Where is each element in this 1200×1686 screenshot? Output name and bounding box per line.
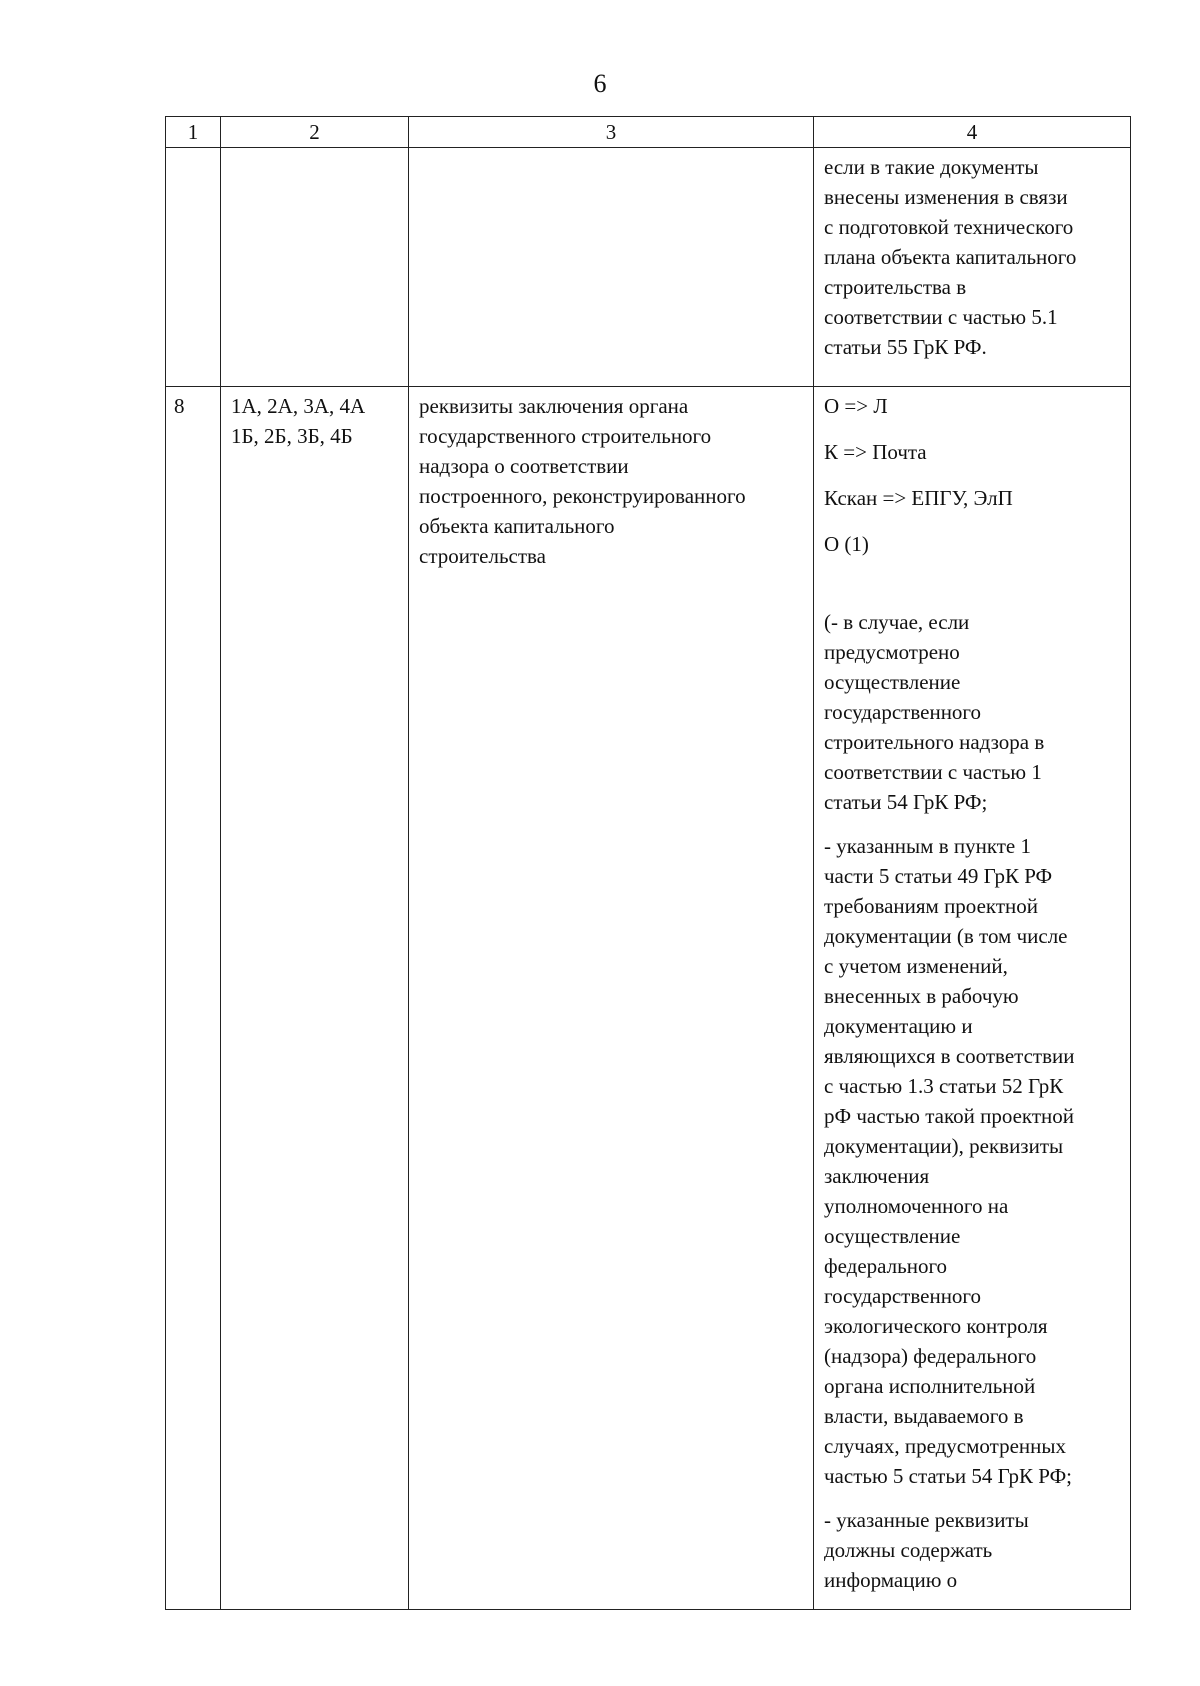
text-line: построенного, реконструированного xyxy=(419,484,746,508)
text-line: осуществление xyxy=(824,670,961,694)
text-line: - указанные реквизиты xyxy=(824,1508,1029,1532)
table-row-continuation xyxy=(166,148,1131,387)
delivery-line: Кскан => ЕПГУ, ЭлП xyxy=(824,486,1013,510)
text-line: осуществление xyxy=(824,1224,961,1248)
text-line: надзора о соответствии xyxy=(419,454,629,478)
text-line: если в такие документы xyxy=(824,155,1039,179)
row-number: 8 xyxy=(166,387,221,1610)
text-line: должны содержать xyxy=(824,1538,993,1562)
text-line: статьи 54 ГрК РФ; xyxy=(824,790,988,814)
text-line: соответствии с частью 1 xyxy=(824,760,1042,784)
text-line: случаях, предусмотренных xyxy=(824,1434,1066,1458)
cell-empty xyxy=(409,148,814,387)
cell-empty xyxy=(166,148,221,387)
condition-paragraph-2 xyxy=(824,831,1122,1491)
text-line: 1Б, 2Б, 3Б, 4Б xyxy=(231,424,353,448)
header-col-2: 2 xyxy=(221,117,409,148)
applicant-codes xyxy=(221,387,409,1610)
text-line: реквизиты заключения органа xyxy=(419,394,689,418)
text-line: с подготовкой технического xyxy=(824,215,1074,239)
text-line: статьи 55 ГрК РФ. xyxy=(824,335,987,359)
text-line: информацию о xyxy=(824,1568,958,1592)
text-line: строительства в xyxy=(824,275,967,299)
text-line: экологического контроля xyxy=(824,1314,1048,1338)
text-line: федерального xyxy=(824,1254,948,1278)
text-line: являющихся в соответствии xyxy=(824,1044,1075,1068)
header-col-1: 1 xyxy=(166,117,221,148)
table-header-row xyxy=(166,117,1131,148)
page-number: 6 xyxy=(593,69,607,98)
text-line: предусмотрено xyxy=(824,640,960,664)
text-line: плана объекта капитального xyxy=(824,245,1077,269)
text-line: 1А, 2А, 3А, 4А xyxy=(231,394,366,418)
text-line: с учетом изменений, xyxy=(824,954,1008,978)
text-line: соответствии с частью 5.1 xyxy=(824,305,1058,329)
text-line: - указанным в пункте 1 xyxy=(824,834,1032,858)
requirements-table xyxy=(165,116,1131,1610)
text-line: документации), реквизиты xyxy=(824,1134,1064,1158)
text-line: рФ частью такой проектной xyxy=(824,1104,1075,1128)
text-line: органа исполнительной xyxy=(824,1374,1036,1398)
continuation-text xyxy=(814,148,1131,387)
condition-paragraph-1 xyxy=(824,607,1122,817)
text-line: требованиям проектной xyxy=(824,894,1038,918)
condition-paragraph-3 xyxy=(824,1505,1122,1595)
text-line: объекта капитального xyxy=(419,514,615,538)
delivery-line: К => Почта xyxy=(824,440,927,464)
text-line: государственного строительного xyxy=(419,424,712,448)
text-line: частью 5 статьи 54 ГрК РФ; xyxy=(824,1464,1072,1488)
text-line: части 5 статьи 49 ГрК РФ xyxy=(824,864,1053,888)
delivery-conditions xyxy=(814,387,1131,1610)
text-line: (- в случае, если xyxy=(824,610,970,634)
text-line: с частью 1.3 статьи 52 ГрК xyxy=(824,1074,1064,1098)
text-line: власти, выдаваемого в xyxy=(824,1404,1024,1428)
delivery-line: О => Л xyxy=(824,394,888,418)
text-line: заключения xyxy=(824,1164,930,1188)
text-line: государственного xyxy=(824,1284,982,1308)
document-description xyxy=(409,387,814,1610)
header-col-4: 4 xyxy=(814,117,1131,148)
text-line: документацию и xyxy=(824,1014,973,1038)
text-line: (надзора) федерального xyxy=(824,1344,1037,1368)
text-line: внесены изменения в связи xyxy=(824,185,1068,209)
delivery-line: О (1) xyxy=(824,532,869,556)
text-line: государственного xyxy=(824,700,982,724)
table-row-8 xyxy=(166,387,1131,1610)
text-line: уполномоченного на xyxy=(824,1194,1009,1218)
text-line: документации (в том числе xyxy=(824,924,1068,948)
cell-empty xyxy=(221,148,409,387)
text-line: строительного надзора в xyxy=(824,730,1045,754)
text-line: внесенных в рабочую xyxy=(824,984,1019,1008)
header-col-3: 3 xyxy=(409,117,814,148)
text-line: строительства xyxy=(419,544,547,568)
